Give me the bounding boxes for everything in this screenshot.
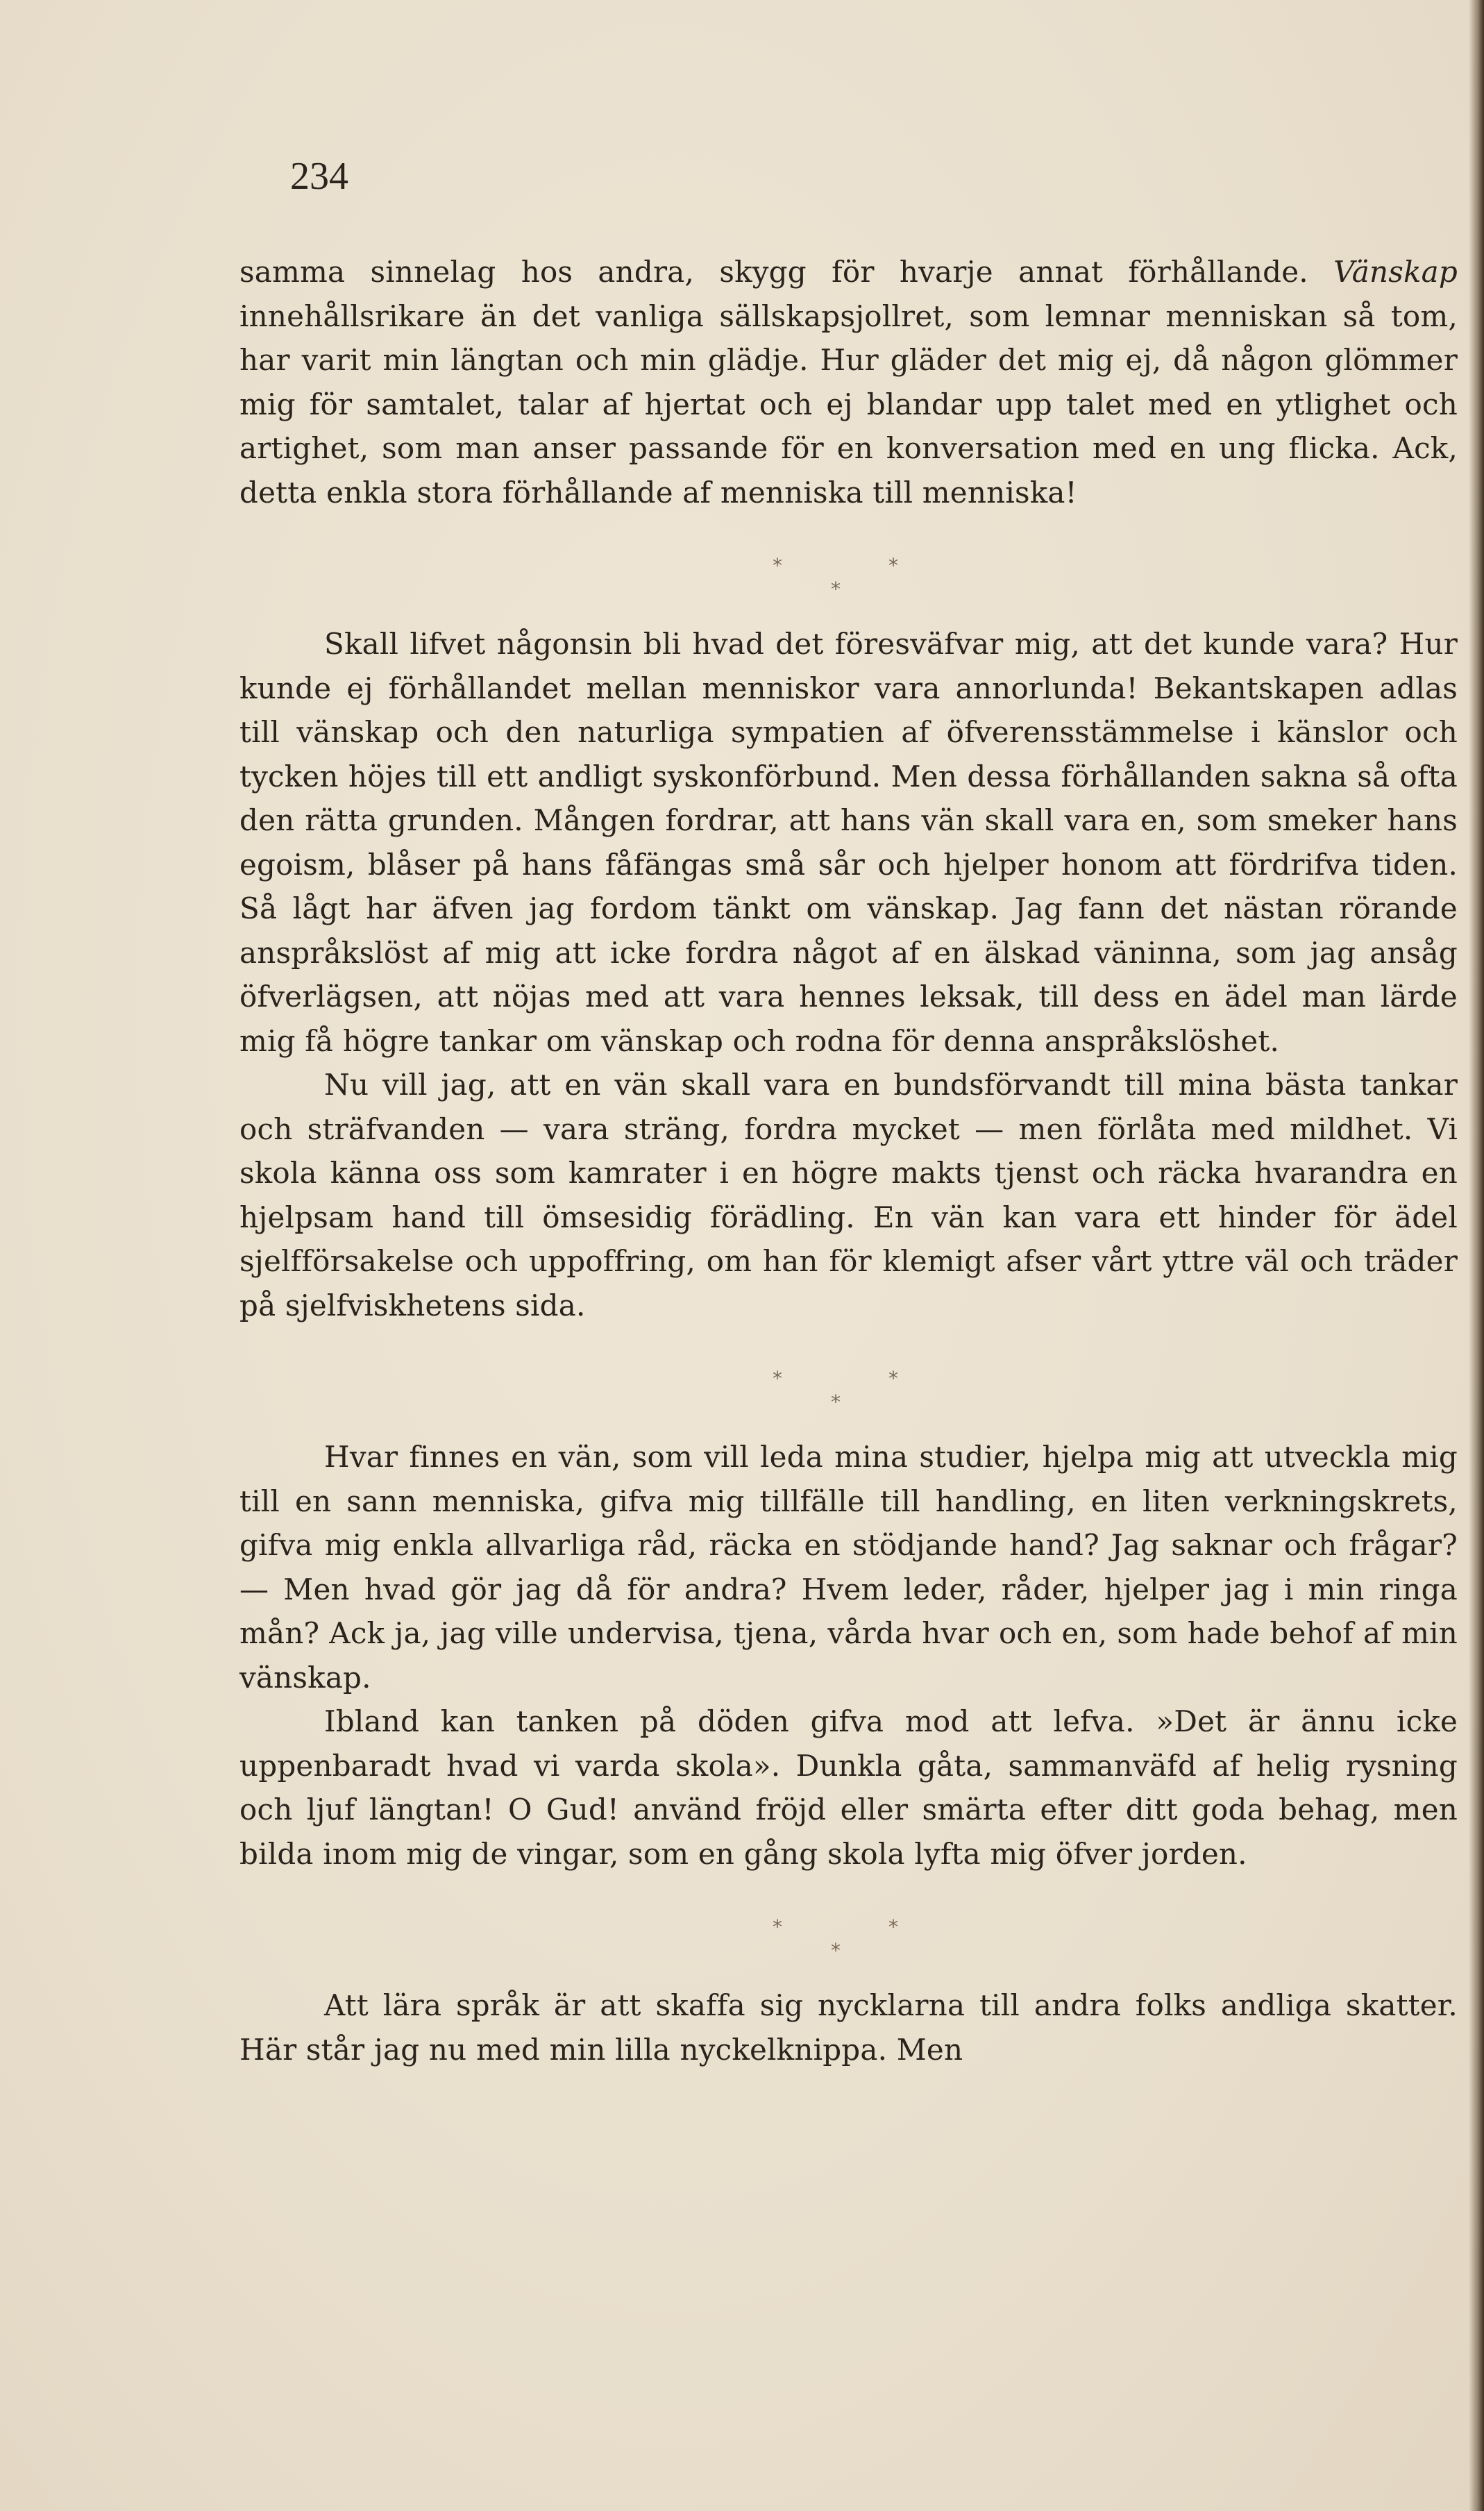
section-divider-asterisks [239,514,1458,622]
asterisk-icon: * [831,1939,841,1962]
paragraph [239,622,1458,1063]
asterisk-icon: * [773,1367,783,1390]
asterisk-icon: * [888,554,899,577]
paragraph [239,1063,1458,1327]
paragraph-text: Skall lifvet någonsin bli hvad det föresväfvar mig, att det kunde vara? Hur kunde ej förhållandet mellan menniskor vara annorlunda! Bekantskapen adlas till vänskap och den naturliga sympatien af öfverensstämmelse i känslor och tycken höjes till ett andligt syskonförbund. Men dessa förhållanden sakna så ofta den rätta grunden. Mången fordrar, att hans vän skall vara en, som smeker hans egoism, blåser på hans fåfängas små sår och hjelper honom att fördrifva tiden. Så lågt har äfven jag fordom tänkt om vänskap. Jag fann det nästan rörande anspråkslöst af mig att icke fordra något af en älskad väninna, som jag ansåg öfverlägsen, att nöjas med att vara hennes leksak, till dess en ädel man lärde mig få högre tankar om vänskap och rodna för denna anspråkslöshet. [239,627,1458,1058]
paragraph-text: Att lära språk är att skaffa sig nycklarna till andra folks andliga skatter. Här står jag nu med min lilla nyckelknippa. Men [239,1988,1458,2067]
paragraph [239,1983,1458,2072]
paragraph-text: innehållsrikare än det vanliga sällskapsjollret, som lemnar menniskan så tom, har varit min längtan och min glädje. Hur gläder det mig ej, då någon glömmer mig för samtalet, talar af hjertat och ej blandar upp talet med en ytlighet och artighet, som man anser passande för en konversation med en ung flicka. Ack, detta enkla stora förhållande af menniska till menniska! [239,299,1458,510]
section-divider-asterisks [239,1876,1458,1983]
body-text [239,250,1458,2072]
asterisk-icon: * [773,554,783,577]
paragraph-text: Hvar finnes en vän, som vill leda mina studier, hjelpa mig att utveckla mig till en sann menniska, gifva mig tillfälle till handling, en liten verkningskrets, gifva mig enkla allvarliga råd, räcka en stödjande hand? Jag saknar och frågar? — Men hvad gör jag då för andra? Hvem leder, råder, hjelper jag i min ringa mån? Ack ja, jag ville undervisa, tjena, vårda hvar och en, som hade behof af min vänskap. [239,1440,1458,1695]
paragraph-text: samma sinnelag hos andra, skygg för hvarje annat förhållande. [239,255,1334,289]
page-number: 234 [290,155,348,198]
asterisk-icon: * [831,578,841,601]
asterisk-icon: * [888,1367,899,1390]
paragraph-text: Ibland kan tanken på döden gifva mod att lefva. »Det är ännu icke uppenbaradt hvad vi varda skola». Dunkla gåta, sammanväfd af helig rysning och ljuf längtan! O Gud! använd fröjd eller smärta efter ditt goda behag, men bilda inom mig de vingar, som en gång skola lyfta mig öfver jorden. [239,1704,1458,1871]
paragraph [239,1699,1458,1876]
asterisk-icon: * [773,1915,783,1938]
paragraph [239,250,1458,514]
section-divider-asterisks [239,1327,1458,1435]
italic-text: Vänskap [1333,255,1458,289]
asterisk-icon: * [831,1391,841,1413]
asterisk-icon: * [888,1915,899,1938]
paragraph [239,1435,1458,1699]
paragraph-text: Nu vill jag, att en vän skall vara en bundsförvandt till mina bästa tankar och sträfvanden — vara sträng, fordra mycket — men förlåta med mildhet. Vi skola känna oss som kamrater i en högre makts tjenst och räcka hvarandra en hjelpsam hand till ömsesidig förädling. En vän kan vara ett hinder för ädel sjelfförsakelse och uppoffring, om han för klemigt afser vårt yttre väl och träder på sjelfviskhetens sida. [239,1068,1458,1322]
page-edge-shadow [1469,0,1484,2511]
